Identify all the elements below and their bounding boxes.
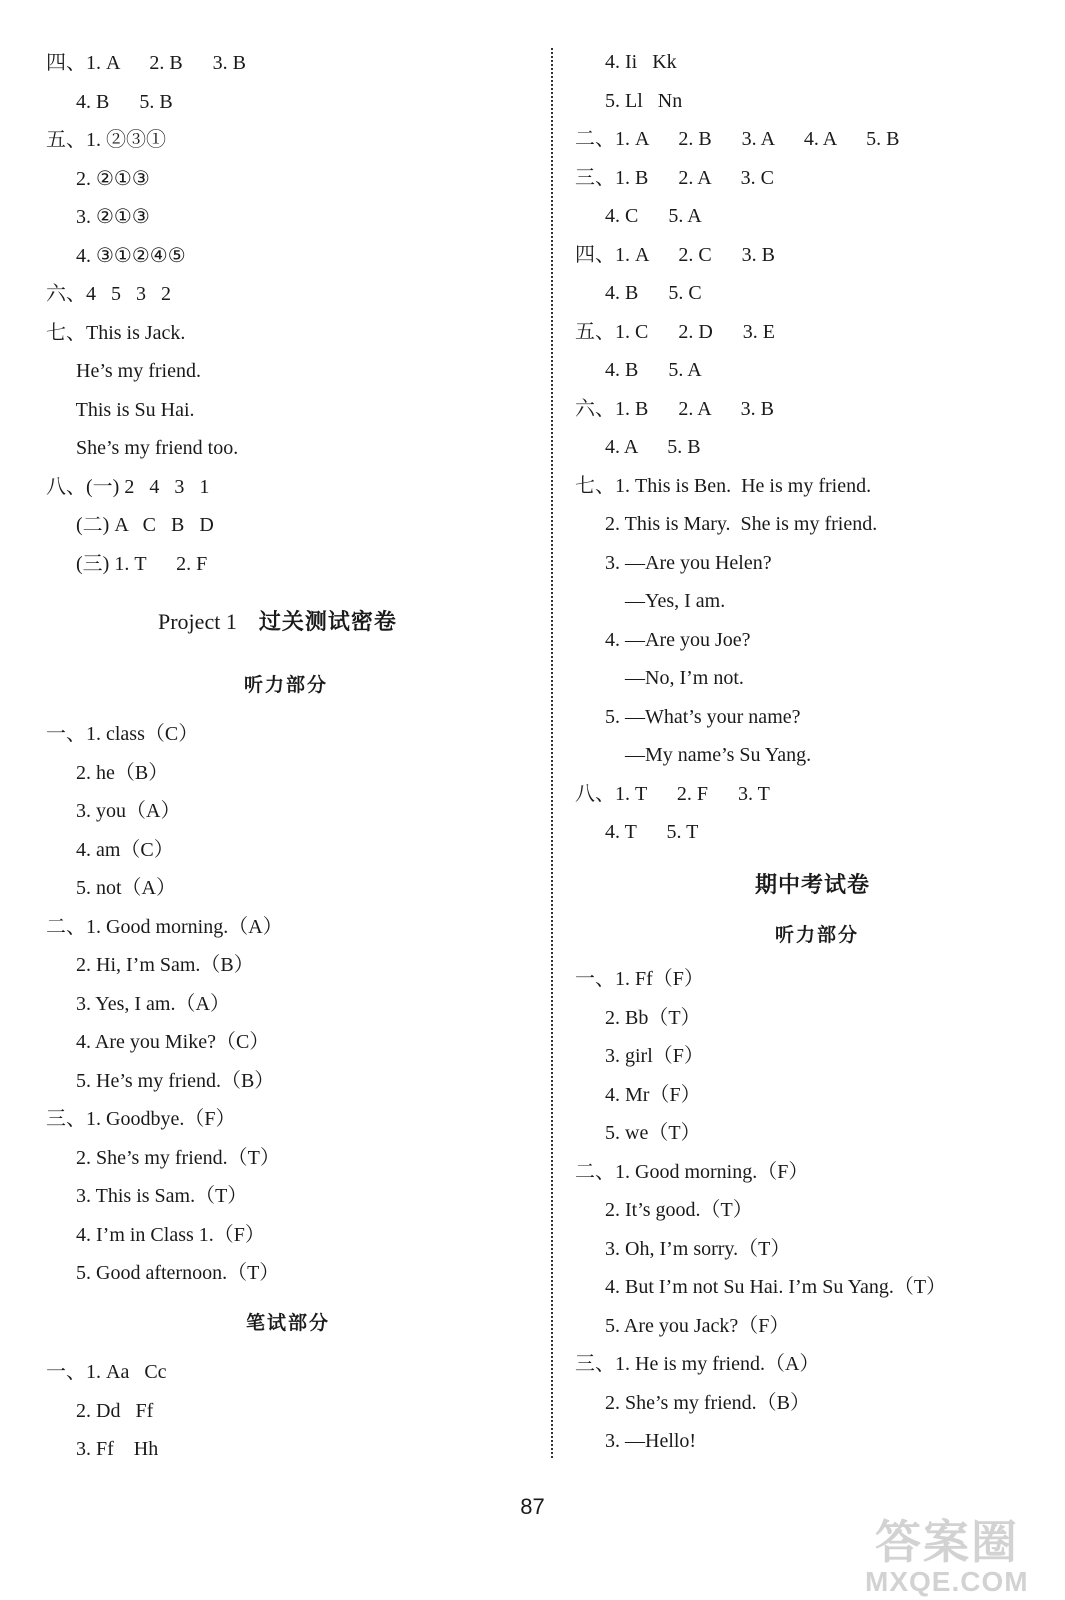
answer-line: 5. —What’s your name?: [575, 705, 801, 728]
answer-line: 一、1. Aa Cc: [46, 1361, 167, 1383]
watermark-logo: [865, 1506, 1055, 1598]
answer-line: 4. A 5. B: [575, 436, 701, 458]
section-heading-cn: 过关测试密卷: [258, 609, 397, 634]
answer-line: 2. Dd Ff: [46, 1399, 154, 1422]
section-heading-en: Project 1: [158, 609, 237, 634]
writing-heading: 笔试部分: [246, 1313, 331, 1334]
answer-line: 3. —Are you Helen?: [575, 551, 772, 574]
answer-line: (三) 1. T 2. F: [46, 552, 208, 575]
answer-line: 3. Ff Hh: [46, 1438, 159, 1460]
answer-line: 4. B 5. B: [46, 90, 173, 113]
answer-line: (二) A C B D: [46, 514, 214, 536]
answer-line: 一、1. Ff（F）: [575, 968, 704, 990]
answer-line: 4. Ii Kk: [575, 51, 677, 73]
answer-line: 2. ②①③: [46, 167, 150, 190]
answer-line: 3. Yes, I am.（A）: [46, 992, 230, 1015]
section-heading: 期中考试卷: [755, 872, 871, 897]
answer-line: 2. Hi, I’m Sam.（B）: [46, 954, 254, 976]
answer-line: 3. This is Sam.（T）: [46, 1185, 248, 1207]
answer-line: 4. B 5. C: [575, 282, 702, 304]
answer-line: 四、1. A 2. B 3. B: [46, 52, 247, 74]
section-heading: [158, 607, 397, 637]
answer-line: 三、1. He is my friend.（A）: [575, 1353, 820, 1375]
answer-line: 5. He’s my friend.（B）: [46, 1069, 275, 1092]
answer-line: 3. —Hello!: [575, 1430, 697, 1452]
answer-line: —My name’s Su Yang.: [575, 744, 812, 766]
answer-line: 二、1. Good morning.（F）: [575, 1160, 809, 1183]
answer-line: 3. girl（F）: [575, 1045, 704, 1067]
answer-line: 五、1. C 2. D 3. E: [575, 320, 775, 343]
answer-line: 3. Oh, I’m sorry.（T）: [575, 1237, 791, 1260]
answer-line: 4. But I’m not Su Hai. I’m Su Yang.（T）: [575, 1276, 947, 1298]
answer-line: 5. not（A）: [46, 877, 176, 899]
answer-line: She’s my friend too.: [46, 437, 239, 459]
page-number: 87: [520, 1494, 545, 1519]
answer-line: 4. T 5. T: [575, 821, 699, 843]
answer-line: 4. Are you Mike?（C）: [46, 1031, 270, 1053]
answer-line: 二、1. A 2. B 3. A 4. A 5. B: [575, 128, 900, 150]
answer-line: This is Su Hai.: [46, 398, 195, 421]
answer-line: 3. ②①③: [46, 206, 150, 228]
answer-line: 4. ③①②④⑤: [46, 244, 186, 267]
answer-line: 五、1. ②③①: [46, 129, 166, 151]
answer-line: 六、4 5 3 2: [46, 283, 171, 305]
answer-line: 4. Mr（F）: [575, 1083, 701, 1106]
answer-line: 八、(一) 2 4 3 1: [46, 475, 210, 498]
answer-line: 5. we（T）: [575, 1122, 701, 1144]
answer-line: 二、1. Good morning.（A）: [46, 915, 283, 938]
answer-line: 六、1. B 2. A 3. B: [575, 397, 774, 420]
answer-line: 三、1. B 2. A 3. C: [575, 166, 774, 189]
answer-line: 2. It’s good.（T）: [575, 1199, 753, 1221]
answer-line: 2. She’s my friend.（B）: [575, 1391, 810, 1414]
answer-line: 2. This is Mary. She is my friend.: [575, 513, 878, 535]
watermark-site-text: MXQE.COM: [865, 1566, 1029, 1597]
answer-line: 七、1. This is Ben. He is my friend.: [575, 474, 872, 497]
answer-line: 4. am（C）: [46, 838, 174, 861]
answer-line: 2. She’s my friend.（T）: [46, 1146, 280, 1169]
answer-line: 4. —Are you Joe?: [575, 628, 751, 651]
answer-line: 5. Are you Jack?（F）: [575, 1314, 790, 1337]
answer-line: 四、1. A 2. C 3. B: [575, 243, 776, 266]
column-divider: [551, 48, 553, 1458]
listening-heading: 听力部分: [775, 925, 860, 946]
answer-line: 5. Good afternoon.（T）: [46, 1262, 280, 1284]
answer-line: 4. C 5. A: [575, 205, 702, 227]
answer-line: 5. Ll Nn: [575, 89, 683, 112]
answer-line: 2. Bb（T）: [575, 1006, 701, 1029]
answer-line: 七、This is Jack.: [46, 321, 186, 344]
answer-line: 一、1. class（C）: [46, 723, 199, 745]
answer-line: 三、1. Goodbye.（F）: [46, 1108, 236, 1130]
watermark-logo-text: 答案圈: [875, 1515, 1019, 1569]
answer-line: 4. I’m in Class 1.（F）: [46, 1223, 265, 1246]
answer-line: 4. B 5. A: [575, 359, 702, 381]
answer-line: 2. he（B）: [46, 761, 169, 784]
answer-line: 3. you（A）: [46, 800, 181, 822]
listening-heading: 听力部分: [244, 675, 329, 696]
answer-line: 八、1. T 2. F 3. T: [575, 782, 770, 805]
answer-line: —Yes, I am.: [575, 590, 726, 612]
answer-line: —No, I’m not.: [575, 667, 744, 689]
answer-line: He’s my friend.: [46, 360, 201, 382]
